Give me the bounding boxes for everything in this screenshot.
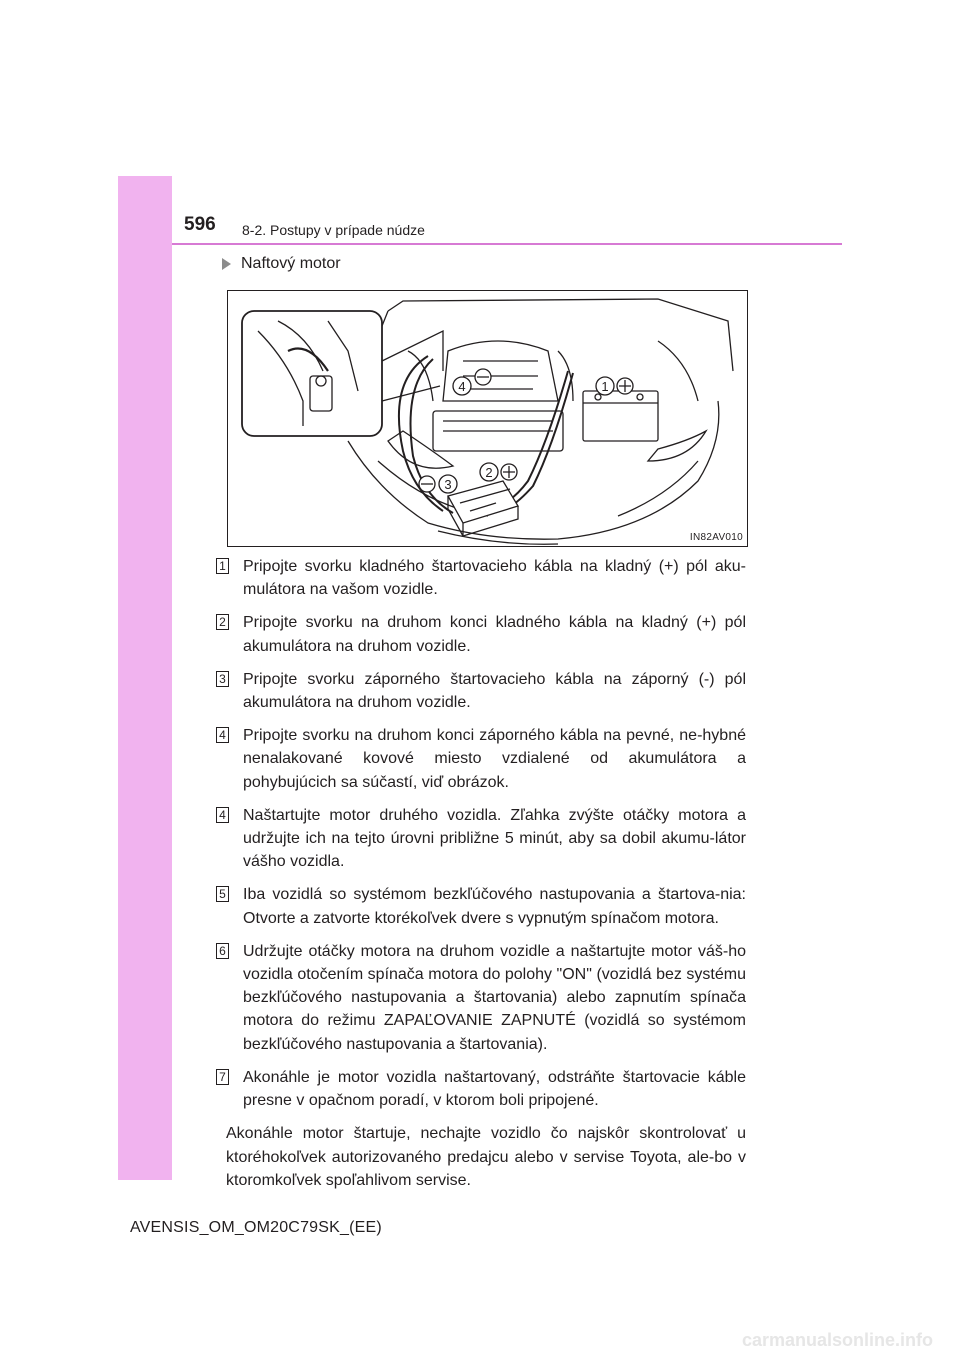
step-number-badge: 3 <box>216 671 229 687</box>
step-item <box>216 940 746 1056</box>
step-number-badge: 4 <box>216 807 229 823</box>
step-number-badge: 4 <box>216 727 229 743</box>
step-item <box>216 668 746 714</box>
step-text: Pripojte svorku na druhom konci záporného kábla na pevné, ne-hybné nenalakované kovové miesto vzdialené od akumulátora a pohybujúcich sa súčastí, viď obrázok. <box>243 727 746 791</box>
step-number-badge: 1 <box>216 558 229 574</box>
step-item <box>216 883 746 929</box>
watermark: carmanualsonline.info <box>742 1330 934 1350</box>
step-number-badge: 6 <box>216 943 229 959</box>
step-text: Pripojte svorku záporného štartovacieho kábla na záporný (-) pól akumulátora na druhom vozidle. <box>243 670 746 712</box>
chapter-sidebar-tab <box>118 176 172 1180</box>
step-text: Naštartujte motor druhého vozidla. Zľahka zvýšte otáčky motora a udržujte ich na tejto úrovni približne 5 minút, aby sa dobil akumu-látor vášho vozidla. <box>243 806 746 871</box>
step-number-badge: 2 <box>216 614 229 630</box>
step-number-badge: 7 <box>216 1069 229 1085</box>
callout-4 <box>453 369 491 395</box>
triangle-bullet-icon <box>222 258 231 270</box>
callout-3 <box>419 475 457 493</box>
callout-1-label: 1 <box>601 379 609 394</box>
step-item <box>216 555 746 601</box>
step-item <box>216 611 746 657</box>
callout-1 <box>596 377 633 395</box>
section-title: Naftový motor <box>241 255 341 272</box>
manual-id-footer: AVENSIS_OM_OM20C79SK_(EE) <box>130 1219 382 1236</box>
step-item <box>216 1066 746 1112</box>
step-text: Udržujte otáčky motora na druhom vozidle a naštartujte motor váš-ho vozidla otočením spínača motora do polohy "ON" (vozidlá bez systému bezkľúčového nastupovania a štartovania) alebo zapnutím spínača motora do režimu ZAPAĽOVANIE ZAPNUTÉ (vozidlá so systémom bezkľúčového nastupovania a štartovania). <box>243 942 746 1053</box>
header-divider <box>172 243 842 245</box>
engine-bay-drawing <box>228 291 748 547</box>
page-number: 596 <box>184 214 216 235</box>
step-text: Pripojte svorku na druhom konci kladného kábla na kladný (+) pól akumulátora na druhom vozidle. <box>243 614 746 655</box>
engine-bay-illustration <box>227 290 748 547</box>
step-text: Pripojte svorku kladného štartovacieho kábla na kladný (+) pól aku-mulátora na vašom vozidle. <box>243 558 746 599</box>
figure-code: IN82AV010 <box>689 532 743 543</box>
service-note: Akonáhle motor štartuje, nechajte vozidlo čo najskôr skontrolovať u ktoréhokoľvek autorizovaného predajcu alebo v servise Toyota, ale-bo v ktoromkoľvek spoľahlivom servise. <box>226 1125 746 1190</box>
section-heading <box>222 255 341 273</box>
step-list <box>216 555 746 1193</box>
step-text: Akonáhle je motor vozidla naštartovaný, odstráňte štartovacie káble presne v opačnom poradí, v ktorom boli pripojené. <box>243 1068 746 1110</box>
callout-2-label: 2 <box>485 465 493 480</box>
step-text: Iba vozidlá so systémom bezkľúčového nastupovania a štartova-nia: Otvorte a zatvorte ktorékoľvek dvere s vypnutým spínačom motora. <box>243 886 746 927</box>
chapter-title: 8-2. Postupy v prípade núdze <box>242 222 425 238</box>
step-item <box>216 724 746 794</box>
callout-3-label: 3 <box>444 477 452 492</box>
step-number-badge: 5 <box>216 886 229 902</box>
step-item <box>216 804 746 874</box>
callout-4-label: 4 <box>458 379 466 394</box>
callout-2 <box>480 463 517 481</box>
